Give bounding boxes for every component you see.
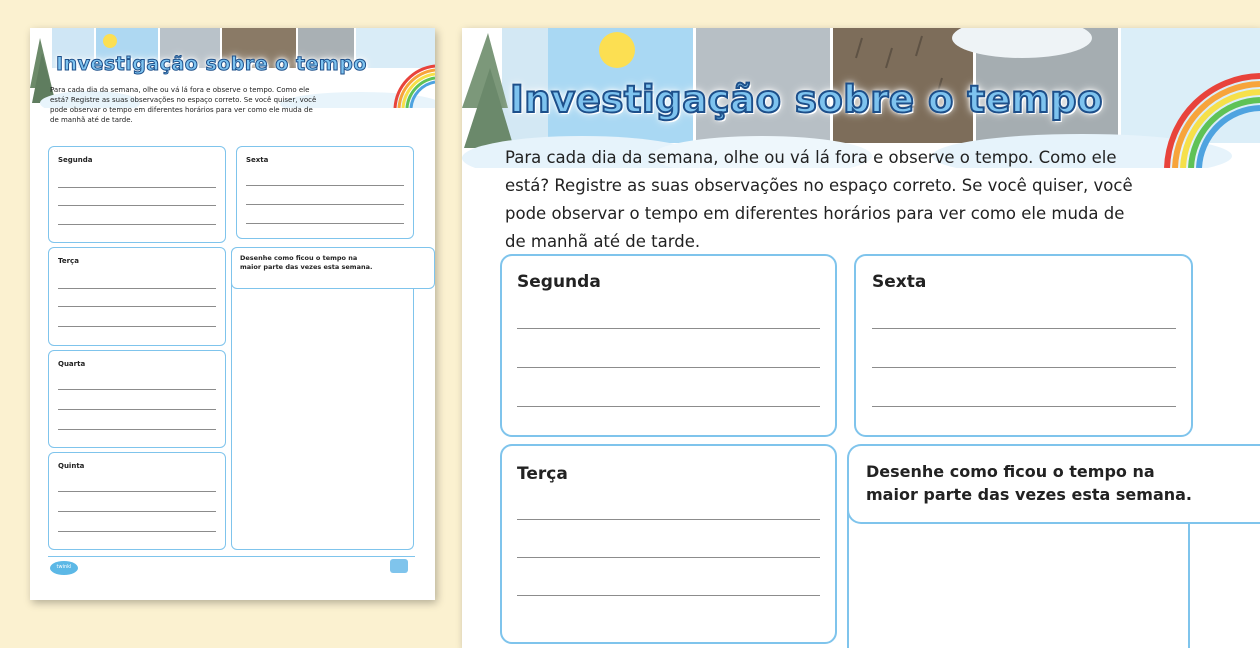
writing-line[interactable]: [517, 557, 820, 558]
drawing-prompt: Desenhe como ficou o tempo na maior parte das vezes esta semana.: [866, 462, 1192, 504]
writing-line[interactable]: [246, 223, 404, 224]
day-box-wednesday[interactable]: [48, 350, 226, 448]
worksheet-title: Investigação sobre o tempo: [56, 53, 367, 75]
sun-icon: [599, 32, 635, 68]
day-label: Quarta: [58, 360, 86, 368]
sun-icon: [103, 34, 117, 48]
day-box-monday[interactable]: [500, 254, 837, 437]
day-box-tuesday[interactable]: [48, 247, 226, 346]
day-label: Terça: [517, 464, 568, 484]
writing-line[interactable]: [517, 519, 820, 520]
drawing-area[interactable]: [231, 247, 414, 550]
writing-line[interactable]: [872, 406, 1176, 407]
writing-line[interactable]: [58, 288, 216, 289]
drawing-area-divider: [1188, 524, 1190, 648]
intro-text: Para cada dia da semana, olhe ou vá lá fora e observe o tempo. Como ele está? Registre as suas observações no espaço correto. Se você quiser, você pode observar o tempo em diferentes horários para ver como ele muda de de manhã até de tarde.: [505, 148, 1133, 251]
day-label: Sexta: [246, 156, 269, 164]
footer-divider: [48, 556, 415, 557]
worksheet-zoomed[interactable]: [462, 28, 1260, 648]
writing-line[interactable]: [246, 185, 404, 186]
footer-logo-icon: [390, 559, 408, 573]
twinkl-logo-icon: twinkl: [50, 561, 78, 575]
day-box-monday[interactable]: [48, 146, 226, 243]
writing-line[interactable]: [58, 531, 216, 532]
writing-line[interactable]: [58, 409, 216, 410]
intro-text: Para cada dia da semana, olhe ou vá lá fora e observe o tempo. Como ele está? Registre as suas observações no espaço correto. Se você quiser, você pode observar o tempo em diferentes horários para ver como ele muda de de manhã até de tarde.: [50, 86, 317, 124]
drawing-prompt: Desenhe como ficou o tempo na maior parte das vezes esta semana.: [240, 254, 373, 271]
day-label: Segunda: [58, 156, 93, 164]
day-box-friday[interactable]: [854, 254, 1193, 437]
writing-line[interactable]: [58, 429, 216, 430]
worksheet-title: Investigação sobre o tempo: [510, 78, 1104, 121]
worksheet-thumbnail[interactable]: [30, 28, 435, 600]
writing-line[interactable]: [58, 187, 216, 188]
writing-line[interactable]: [517, 406, 820, 407]
writing-line[interactable]: [58, 511, 216, 512]
writing-line[interactable]: [872, 367, 1176, 368]
writing-line[interactable]: [517, 595, 820, 596]
writing-line[interactable]: [246, 204, 404, 205]
writing-line[interactable]: [58, 326, 216, 327]
writing-line[interactable]: [58, 306, 216, 307]
writing-line[interactable]: [58, 205, 216, 206]
day-label: Quinta: [58, 462, 85, 470]
writing-line[interactable]: [58, 491, 216, 492]
day-label: Segunda: [517, 272, 601, 292]
day-label: Sexta: [872, 272, 927, 292]
writing-line[interactable]: [517, 328, 820, 329]
writing-line[interactable]: [58, 224, 216, 225]
writing-line[interactable]: [872, 328, 1176, 329]
day-box-friday[interactable]: [236, 146, 414, 239]
day-box-thursday[interactable]: [48, 452, 226, 550]
drawing-prompt-box: [847, 444, 1260, 524]
day-box-tuesday[interactable]: [500, 444, 837, 644]
drawing-prompt-box: [231, 247, 435, 289]
writing-line[interactable]: [517, 367, 820, 368]
writing-line[interactable]: [58, 389, 216, 390]
day-label: Terça: [58, 257, 79, 265]
